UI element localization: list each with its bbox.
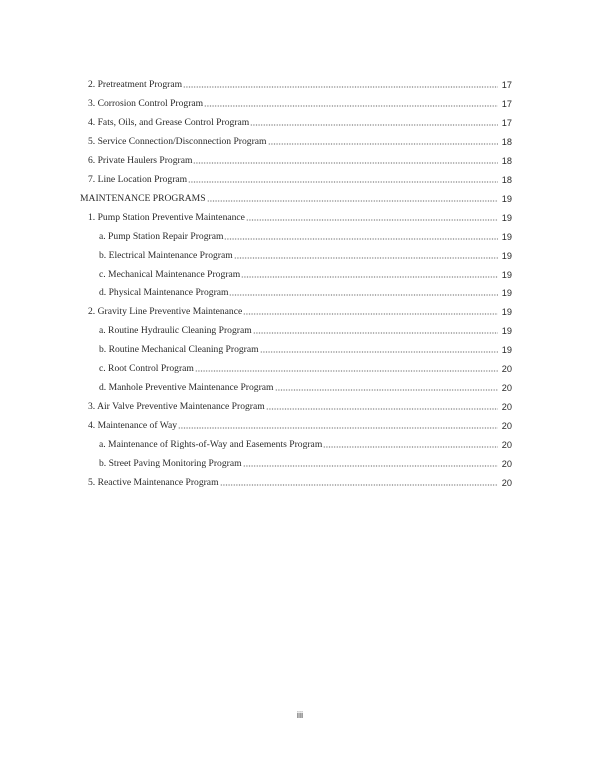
toc-entry-title: a. Routine Hydraulic Cleaning Program <box>99 325 252 337</box>
toc-entry-page: 20 <box>501 383 512 394</box>
toc-entry-title: d. Manhole Preventive Maintenance Program <box>99 382 274 394</box>
toc-entry[interactable] <box>88 96 512 110</box>
toc-entry[interactable] <box>99 456 512 470</box>
toc-entry[interactable] <box>88 134 512 148</box>
toc-entry-title: b. Electrical Maintenance Program <box>99 249 233 261</box>
dot-leader <box>241 276 498 278</box>
toc-entry[interactable] <box>88 399 512 413</box>
toc-entry[interactable] <box>88 153 512 167</box>
toc-entry-page: 20 <box>501 364 512 375</box>
toc-entry-title: b. Routine Mechanical Cleaning Program <box>99 344 259 356</box>
toc-entry-title: c. Mechanical Maintenance Program <box>99 268 241 280</box>
dot-leader <box>260 351 498 353</box>
toc-entry-page: 17 <box>501 98 512 109</box>
dot-leader <box>243 313 498 315</box>
toc-entry-page: 20 <box>501 459 512 469</box>
toc-entry[interactable] <box>99 267 512 281</box>
dot-leader <box>220 484 498 486</box>
toc-entry-page: 18 <box>501 136 512 147</box>
toc-entry[interactable] <box>88 115 512 129</box>
toc-entry-title: 5. Reactive Maintenance Program <box>88 476 219 488</box>
toc-entry[interactable] <box>88 210 512 224</box>
toc-entry-page: 19 <box>501 250 512 261</box>
dot-leader <box>268 143 498 145</box>
toc-entry[interactable] <box>88 77 512 91</box>
toc-entry[interactable] <box>99 361 512 375</box>
dot-leader <box>188 181 498 183</box>
dot-leader <box>183 86 498 88</box>
toc-entry-page: 20 <box>501 440 512 451</box>
dot-leader <box>266 408 498 410</box>
toc-entry[interactable] <box>80 191 512 205</box>
dot-leader <box>275 389 498 391</box>
dot-leader <box>178 427 498 429</box>
toc-entry[interactable] <box>99 323 512 337</box>
dot-leader <box>243 465 498 467</box>
toc-entry[interactable] <box>88 475 512 489</box>
toc-entry[interactable] <box>88 172 512 186</box>
toc-entry-title: 3. Corrosion Control Program <box>88 97 204 109</box>
toc-entry-title: 2. Gravity Line Preventive Maintenance <box>88 306 243 318</box>
dot-leader <box>234 257 498 259</box>
toc-entry-title: 2. Pretreatment Program <box>88 79 183 90</box>
toc-entry-page: 18 <box>501 174 512 185</box>
dot-leader <box>250 124 498 126</box>
toc-entry-page: 19 <box>501 269 512 280</box>
toc-entry-title: 4. Fats, Oils, and Grease Control Program <box>88 116 250 128</box>
dot-leader <box>195 370 498 372</box>
dot-leader <box>193 162 498 164</box>
toc-entry-title: 4. Maintenance of Way <box>88 420 178 432</box>
toc-entry-title: 3. Air Valve Preventive Maintenance Program <box>88 401 265 413</box>
toc-entry-page: 19 <box>501 326 512 337</box>
dot-leader <box>224 238 498 240</box>
toc-entry-page: 19 <box>501 212 512 223</box>
toc-entry[interactable] <box>99 380 512 394</box>
dot-leader <box>229 294 498 296</box>
toc-entry-title: c. Root Control Program <box>99 363 194 375</box>
toc-entry-page: 18 <box>501 155 512 166</box>
toc-entry[interactable] <box>99 229 512 243</box>
toc-entry-title: a. Pump Station Repair Program <box>99 230 224 242</box>
dot-leader <box>204 105 498 107</box>
toc-entry[interactable] <box>88 304 512 318</box>
toc-entry-title: 5. Service Connection/Disconnection Program <box>88 135 267 147</box>
toc-entry[interactable] <box>99 248 512 262</box>
toc-entry[interactable] <box>88 418 512 432</box>
toc-entry-title: 7. Line Location Program <box>88 173 188 185</box>
toc-entry-page: 20 <box>501 421 512 432</box>
toc-entry-page: 20 <box>501 402 512 413</box>
toc-entry-page: 19 <box>501 307 512 318</box>
toc-entry-title: 1. Pump Station Preventive Maintenance <box>88 211 245 223</box>
toc-entry-title: d. Physical Maintenance Program <box>99 287 229 299</box>
toc-entry-title: a. Maintenance of Rights-of-Way and Easements Program <box>99 439 323 451</box>
dot-leader <box>253 332 498 334</box>
toc-entry-title: b. Street Paving Monitoring Program <box>99 458 242 469</box>
toc-entry-page: 19 <box>501 231 512 242</box>
toc-entry-page: 20 <box>501 477 512 488</box>
toc-entry[interactable] <box>99 342 512 356</box>
toc-entry-page: 19 <box>501 288 512 299</box>
toc-entry-page: 19 <box>501 345 512 356</box>
toc-entry-title: 6. Private Haulers Program <box>88 154 193 166</box>
dot-leader <box>323 446 498 448</box>
toc-entry-page: 19 <box>501 193 512 204</box>
toc-entry-page: 17 <box>501 80 512 90</box>
toc-entry-title: MAINTENANCE PROGRAMS <box>80 192 206 204</box>
page-number: iii <box>296 710 304 721</box>
toc-entry[interactable] <box>99 285 512 299</box>
toc-entry[interactable] <box>99 437 512 451</box>
dot-leader <box>246 219 498 221</box>
toc-entry-page: 17 <box>501 117 512 128</box>
dot-leader <box>207 200 498 202</box>
